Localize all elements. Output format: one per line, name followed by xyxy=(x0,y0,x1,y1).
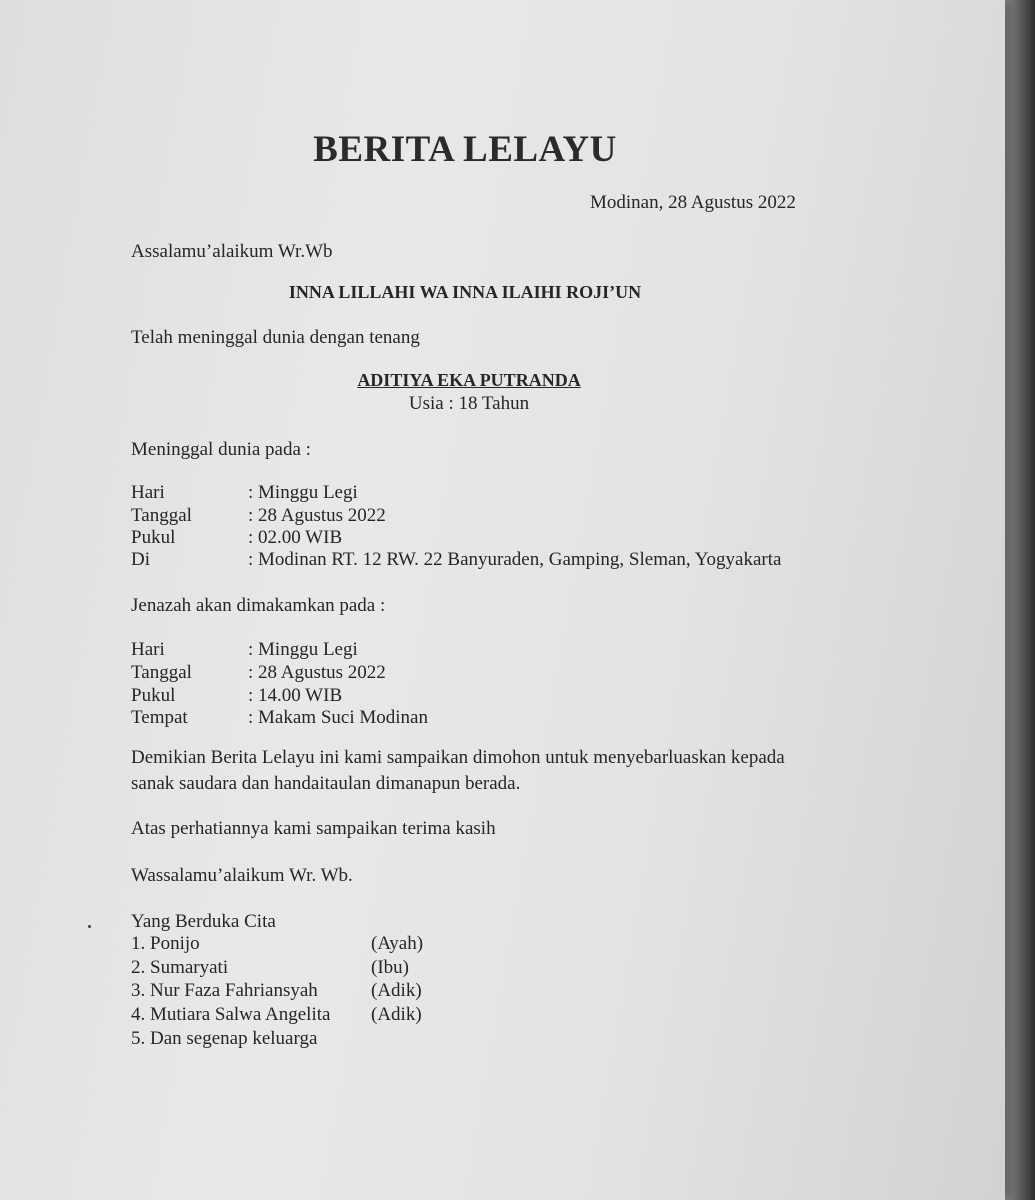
member-name: 3. Nur Faza Fahriansyah xyxy=(131,980,318,1001)
member-name: 5. Dan segenap keluarga xyxy=(131,1028,318,1049)
closing-paragraph-line2: sanak saudara dan handaitaulan dimanapun berada. xyxy=(131,773,521,794)
family-member xyxy=(131,1004,422,1026)
detail-value: : 02.00 WIB xyxy=(248,527,343,548)
member-name: 2. Sumaryati xyxy=(131,957,229,978)
detail-value: : 28 Agustus 2022 xyxy=(248,662,386,683)
deceased-name-text: ADITIYA EKA PUTRANDA xyxy=(357,370,581,390)
member-relation: (Ayah) xyxy=(371,933,424,954)
member-relation: (Adik) xyxy=(371,980,422,1001)
detail-label: Tempat xyxy=(131,707,188,728)
burial-row-tempat xyxy=(131,707,428,729)
detail-value: : Modinan RT. 12 RW. 22 Banyuraden, Gamping, Sleman, Yogyakarta xyxy=(248,549,782,570)
death-row-hari xyxy=(131,482,358,504)
closing-salam: Wassalamu’alaikum Wr. Wb. xyxy=(131,865,353,886)
opening-greeting: Assalamu’alaikum Wr.Wb xyxy=(131,241,333,262)
burial-row-pukul xyxy=(131,685,342,707)
family-member xyxy=(131,933,423,955)
burial-row-tanggal xyxy=(131,662,386,684)
family-member xyxy=(131,1028,371,1050)
detail-value: : 28 Agustus 2022 xyxy=(248,505,386,526)
place-date: Modinan, 28 Agustus 2022 xyxy=(590,192,796,213)
detail-label: Di xyxy=(131,549,150,570)
burial-heading: Jenazah akan dimakamkan pada : xyxy=(131,595,386,616)
deceased-age: Usia : 18 Tahun xyxy=(408,393,530,414)
detail-label: Tanggal xyxy=(131,662,192,683)
detail-value: : 14.00 WIB xyxy=(248,685,343,706)
detail-label: Pukul xyxy=(131,685,176,706)
inna-lillahi-heading: INNA LILLAHI WA INNA ILAIHI ROJI’UN xyxy=(288,282,642,302)
detail-value: : Minggu Legi xyxy=(248,482,358,503)
detail-value: : Minggu Legi xyxy=(248,639,358,660)
burial-row-hari xyxy=(131,639,358,661)
member-name: 1. Ponijo xyxy=(131,933,200,954)
intro-text: Telah meninggal dunia dengan tenang xyxy=(131,327,420,348)
member-relation: (Adik) xyxy=(371,1004,422,1025)
detail-label: Hari xyxy=(131,482,165,503)
death-row-tanggal xyxy=(131,505,386,527)
family-member xyxy=(131,957,409,979)
document-title: BERITA LELAYU xyxy=(313,129,617,170)
detail-label: Tanggal xyxy=(131,505,192,526)
member-relation: (Ibu) xyxy=(371,957,409,978)
thanks-text: Atas perhatiannya kami sampaikan terima kasih xyxy=(131,818,496,839)
death-row-pukul xyxy=(131,527,342,549)
ink-dot xyxy=(88,925,91,928)
detail-label: Pukul xyxy=(131,527,176,548)
detail-value: : Makam Suci Modinan xyxy=(248,707,428,728)
family-member xyxy=(131,980,422,1002)
death-heading: Meninggal dunia pada : xyxy=(131,439,311,460)
detail-label: Hari xyxy=(131,639,165,660)
deceased-name xyxy=(0,370,938,391)
member-name: 4. Mutiara Salwa Angelita xyxy=(131,1004,331,1025)
family-heading: Yang Berduka Cita xyxy=(131,911,276,932)
closing-paragraph-line1: Demikian Berita Lelayu ini kami sampaikan dimohon untuk menyebarluaskan kepada xyxy=(131,747,785,768)
death-row-di xyxy=(131,549,781,571)
